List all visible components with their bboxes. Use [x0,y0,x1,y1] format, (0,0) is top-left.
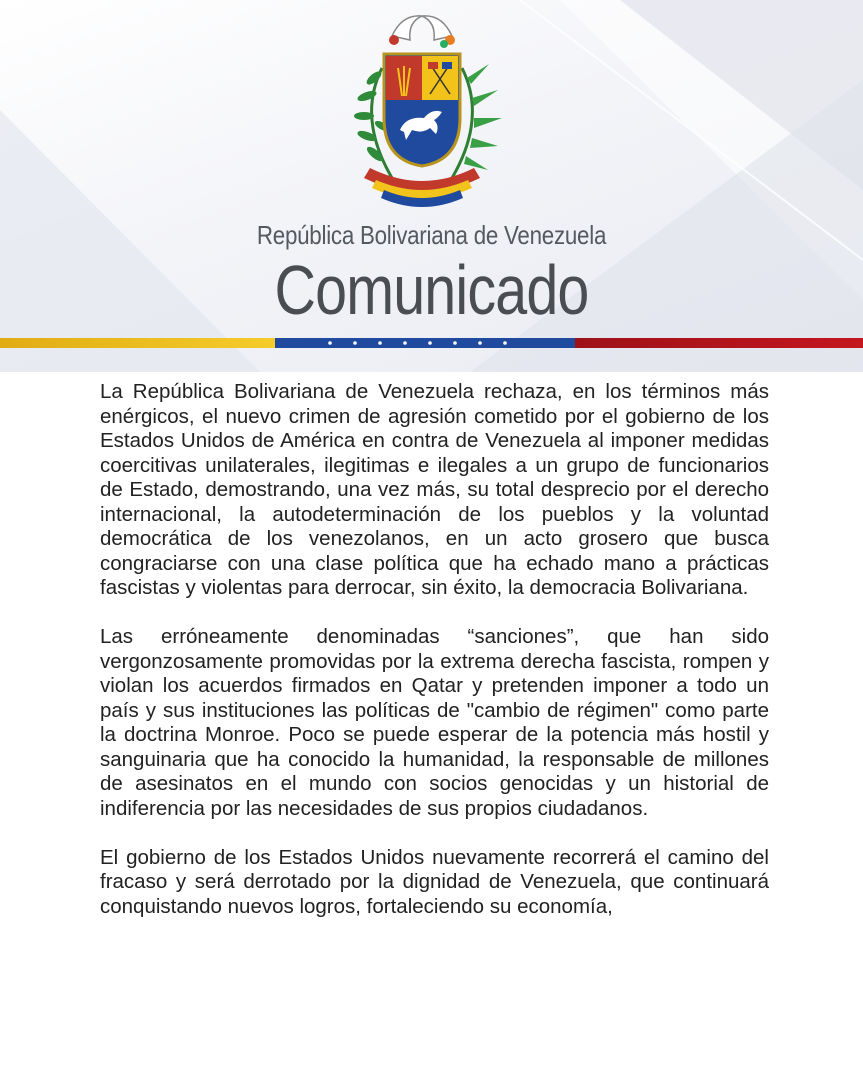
country-subtitle: República Bolivariana de Venezuela [256,220,607,250]
coat-of-arms-emblem [322,8,522,213]
flag-stripe [0,338,863,348]
paragraph-2: Las erróneamente denominadas “sanciones”, que han sido vergonzosamente promovidas por la extrema derecha fascista, rompen y violan los acuerdos firmados en Qatar y pretenden imponer a todo un país y sus instituciones las políticas de "cambio de régimen" como parte la doctrina Monroe. Poco se puede esperar de la potencia más hostil y sanguinaria que ha conocido la humanidad, la responsable de millones de asesinatos en el mundo con socios genocidas y un historial de indiferencia por las necesidades de sus propios ciudadanos. [100,625,769,820]
paragraph-3: El gobierno de los Estados Unidos nuevamente recorrerá el camino del fracaso y será derrotado por la dignidad de Venezuela, que continuará conquistando nuevos logros, fortaleciendo su economía, [100,845,769,918]
paragraph-1: La República Bolivariana de Venezuela rechaza, en los términos más enérgicos, el nuevo crimen de agresión cometido por el gobierno de los Estados Unidos de América en contra de Venezuela al imponer medidas coercitivas unilaterales, ilegitimas e ilegales a un grupo de funcionarios de Estado, demostrando, una vez más, su total desprecio por el derecho internacional, la autodeterminación de los pueblos y la voluntad democrática de los venezolanos, en un acto grosero que busca congraciarse con una clase política que ha echado mano a prácticas fascistas y violentas para derrocar, sin éxito, la democracia Bolivariana. [100,380,769,599]
communique-body [100,380,769,944]
document-title: Comunicado [274,251,589,329]
letterhead [0,0,863,372]
